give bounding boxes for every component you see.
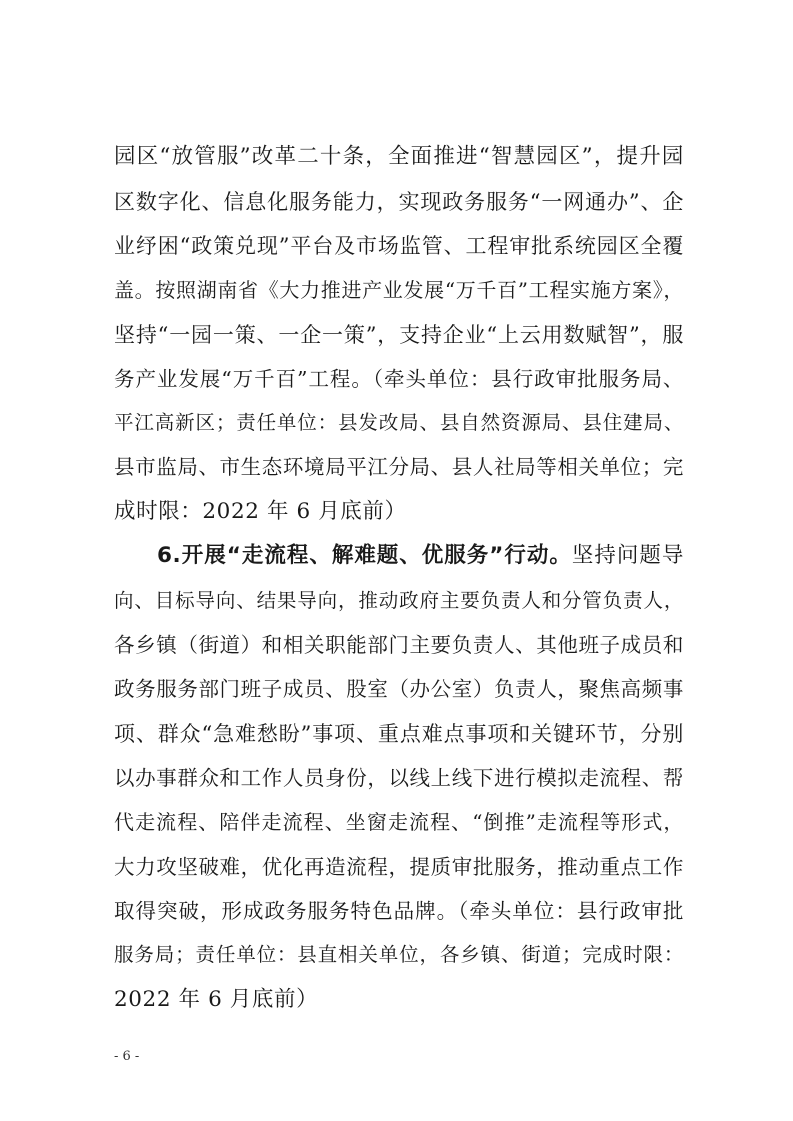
text-line: 以办事群众和工作人员身份，以线上线下进行模拟走流程、帮 xyxy=(114,766,684,790)
text-line: 区数字化、信息化服务能力，实现政务服务“一网通办”、企 xyxy=(114,190,684,214)
text-line: 代走流程、陪伴走流程、坐窗走流程、“倒推”走流程等形式， xyxy=(114,810,684,834)
text-line: 县市监局、市生态环境局平江分局、县人社局等相关单位；完 xyxy=(114,455,684,479)
text-line: 盖。按照湖南省《大力推进产业发展“万千百”工程实施方案》， xyxy=(114,278,684,302)
text-line: 大力攻坚破难，优化再造流程，提质审批服务，推动重点工作 xyxy=(114,855,684,879)
text-line: 政务服务部门班子成员、股室（办公室）负责人，聚焦高频事 xyxy=(114,677,684,701)
text-line: 平江高新区；责任单位：县发改局、县自然资源局、县住建局、 xyxy=(114,411,684,434)
text-line xyxy=(157,539,684,573)
text-line-rest: 坚持问题导 xyxy=(571,543,684,568)
text-line: 成时限：2022 年 6 月底前） xyxy=(114,499,407,524)
section-heading: 6.开展“走流程、解难题、优服务”行动。 xyxy=(157,543,572,568)
text-line: 向、目标导向、结果导向，推动政府主要负责人和分管负责人， xyxy=(114,589,684,612)
text-line: 坚持“一园一策、一企一策”，支持企业“上云用数赋智”，服 xyxy=(114,323,684,347)
text-line: 各乡镇（街道）和相关职能部门主要负责人、其他班子成员和 xyxy=(114,633,684,657)
page-number: - 6 - xyxy=(114,1049,140,1064)
text-line: 项、群众“急难愁盼”事项、重点难点事项和关键环节，分别 xyxy=(114,722,684,746)
text-line: 业纾困“政策兑现”平台及市场监管、工程审批系统园区全覆 xyxy=(114,234,684,258)
text-line: 取得突破，形成政务服务特色品牌。（牵头单位：县行政审批 xyxy=(114,899,684,923)
text-line: 务产业发展“万千百”工程。（牵头单位：县行政审批服务局、 xyxy=(114,367,684,391)
text-line: 2022 年 6 月底前） xyxy=(114,987,319,1012)
text-line: 园区“放管服”改革二十条，全面推进“智慧园区”，提升园 xyxy=(114,144,684,169)
text-line: 服务局；责任单位：县直相关单位，各乡镇、街道；完成时限： xyxy=(114,943,684,966)
